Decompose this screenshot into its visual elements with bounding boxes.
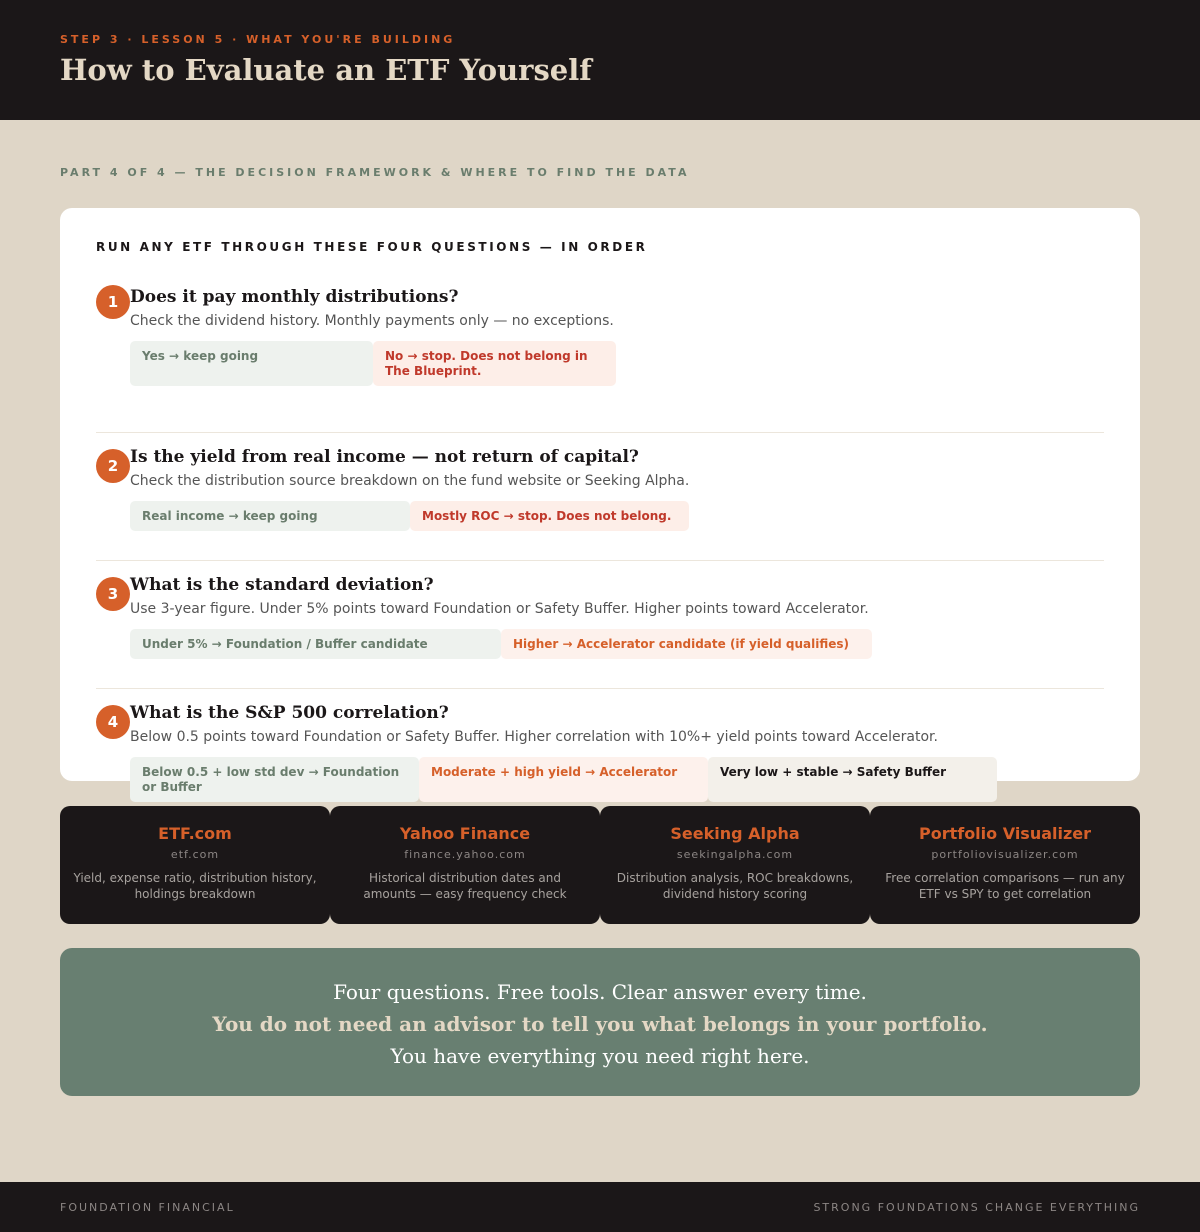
answer-accelerator: Higher → Accelerator candidate (if yield qualifies)	[501, 629, 872, 659]
lesson-eyebrow: STEP 3 · LESSON 5 · WHAT YOU'RE BUILDING	[60, 33, 456, 46]
answer-safety-buffer: Very low + stable → Safety Buffer	[708, 757, 997, 802]
answer-options	[130, 629, 1104, 659]
question-detail: Use 3-year figure. Under 5% points toward Foundation or Safety Buffer. Higher points toward Accelerator.	[130, 601, 869, 617]
footer-tagline: STRONG FOUNDATIONS CHANGE EVERYTHING	[813, 1200, 1140, 1214]
quote-line-3: You have everything you need right here.	[390, 1044, 810, 1068]
quote-line-2: You do not need an advisor to tell you what belongs in your portfolio.	[212, 1012, 988, 1036]
source-name: Portfolio Visualizer	[918, 824, 1092, 843]
source-name: Seeking Alpha	[670, 824, 800, 843]
question-3	[96, 561, 1104, 689]
source-url: seekingalpha.com	[676, 848, 794, 861]
part-label: PART 4 OF 4 — THE DECISION FRAMEWORK & WHERE TO FIND THE DATA	[60, 166, 690, 179]
footer-brand: FOUNDATION FINANCIAL	[60, 1200, 235, 1214]
answer-yes: Yes → keep going	[130, 341, 373, 386]
question-title: What is the S&P 500 correlation?	[130, 703, 449, 723]
question-number-badge: 4	[96, 705, 130, 739]
question-number-badge: 1	[96, 285, 130, 319]
answer-options	[130, 757, 1104, 802]
data-sources	[60, 806, 1140, 924]
answer-foundation-or-buffer: Below 0.5 + low std dev → Foundation or Buffer	[130, 757, 419, 802]
source-url: portfoliovisualizer.com	[931, 848, 1079, 861]
source-card-etf-com	[60, 806, 330, 924]
answer-options	[130, 501, 1104, 531]
answer-no: No → stop. Does not belong in The Blueprint.	[373, 341, 616, 386]
question-number-badge: 3	[96, 577, 130, 611]
card-title: RUN ANY ETF THROUGH THESE FOUR QUESTIONS — IN ORDER	[96, 240, 648, 254]
page-title: How to Evaluate an ETF Yourself	[60, 53, 592, 87]
question-title: What is the standard deviation?	[130, 575, 434, 595]
source-name: Yahoo Finance	[399, 824, 531, 843]
question-1	[96, 287, 1104, 433]
page-footer	[0, 1182, 1200, 1232]
quote-line-1: Four questions. Free tools. Clear answer every time.	[333, 980, 867, 1004]
question-detail: Below 0.5 points toward Foundation or Safety Buffer. Higher correlation with 10%+ yield points toward Accelerator.	[130, 729, 938, 745]
closing-quote	[60, 948, 1140, 1096]
source-card-yahoo-finance	[330, 806, 600, 924]
source-url: etf.com	[170, 848, 220, 861]
question-detail: Check the dividend history. Monthly payments only — no exceptions.	[130, 313, 614, 329]
source-url: finance.yahoo.com	[404, 848, 526, 861]
answer-keep-going: Real income → keep going	[130, 501, 410, 531]
answer-options	[130, 341, 1104, 386]
source-description: Free correlation comparisons — run any ETF vs SPY to get correlation	[885, 871, 1125, 901]
question-number-badge: 2	[96, 449, 130, 483]
source-description: Yield, expense ratio, distribution history, holdings breakdown	[73, 871, 317, 901]
question-title: Is the yield from real income — not return of capital?	[130, 447, 639, 467]
decision-framework-card	[60, 208, 1140, 794]
answer-foundation-buffer: Under 5% → Foundation / Buffer candidate	[130, 629, 501, 659]
page-header	[0, 0, 1200, 120]
source-name: ETF.com	[158, 824, 232, 843]
answer-accelerator: Moderate + high yield → Accelerator	[419, 757, 708, 802]
source-description: Historical distribution dates and amounts — easy frequency check	[363, 871, 567, 901]
answer-stop: Mostly ROC → stop. Does not belong.	[410, 501, 689, 531]
question-detail: Check the distribution source breakdown on the fund website or Seeking Alpha.	[130, 473, 690, 489]
source-card-portfolio-visualizer	[870, 806, 1140, 924]
question-title: Does it pay monthly distributions?	[130, 287, 459, 307]
question-2	[96, 433, 1104, 561]
source-description: Distribution analysis, ROC breakdowns, dividend history scoring	[616, 871, 854, 901]
question-4	[96, 689, 1104, 802]
source-card-seeking-alpha	[600, 806, 870, 924]
